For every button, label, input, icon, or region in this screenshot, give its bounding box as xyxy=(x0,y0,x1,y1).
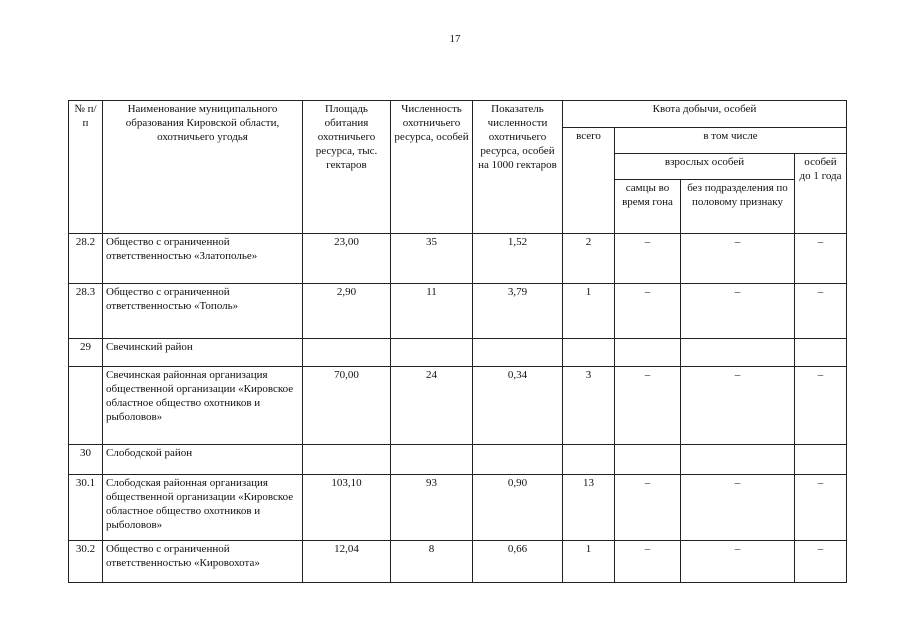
cell-density: 0,66 xyxy=(473,541,563,583)
header-count: Численность охотничьего ресурса, особей xyxy=(391,101,473,234)
cell-density: 0,34 xyxy=(473,367,563,445)
page-number: 17 xyxy=(449,33,461,45)
cell-num: 29 xyxy=(69,339,103,367)
table-row xyxy=(69,284,847,339)
cell-name: Свечинская районная организация общественной организации «Кировское областное общество охотников и рыболовов» xyxy=(103,367,303,445)
cell-name: Общество с ограниченной ответственностью «Златополье» xyxy=(103,234,303,284)
cell-nosex: – xyxy=(681,541,795,583)
cell-males: – xyxy=(615,284,681,339)
cell-area: 12,04 xyxy=(303,541,391,583)
cell-young: – xyxy=(795,234,847,284)
cell-males: – xyxy=(615,475,681,541)
cell-name: Слободская районная организация общественной организации «Кировское областное общество охотников и рыболовов» xyxy=(103,475,303,541)
cell-count xyxy=(391,445,473,475)
cell-nosex xyxy=(681,445,795,475)
header-total: всего xyxy=(563,128,615,234)
header-quota: Квота добычи, особей xyxy=(563,101,847,128)
cell-name: Общество с ограниченной ответственностью «Кировохота» xyxy=(103,541,303,583)
cell-count: 35 xyxy=(391,234,473,284)
cell-nosex: – xyxy=(681,284,795,339)
cell-count: 11 xyxy=(391,284,473,339)
cell-males xyxy=(615,445,681,475)
cell-young xyxy=(795,445,847,475)
cell-area: 70,00 xyxy=(303,367,391,445)
cell-males xyxy=(615,339,681,367)
cell-young: – xyxy=(795,475,847,541)
cell-total xyxy=(563,339,615,367)
cell-name: Общество с ограниченной ответственностью «Тополь» xyxy=(103,284,303,339)
cell-area: 2,90 xyxy=(303,284,391,339)
cell-num: 28.2 xyxy=(69,234,103,284)
cell-density: 0,90 xyxy=(473,475,563,541)
cell-area: 103,10 xyxy=(303,475,391,541)
table-row xyxy=(69,475,847,541)
cell-total: 1 xyxy=(563,284,615,339)
table-row xyxy=(69,367,847,445)
cell-count: 93 xyxy=(391,475,473,541)
cell-num xyxy=(69,367,103,445)
cell-density: 1,52 xyxy=(473,234,563,284)
table-row xyxy=(69,339,847,367)
cell-males: – xyxy=(615,541,681,583)
cell-num: 30.2 xyxy=(69,541,103,583)
cell-young: – xyxy=(795,284,847,339)
cell-area xyxy=(303,339,391,367)
cell-density: 3,79 xyxy=(473,284,563,339)
header-including: в том числе xyxy=(615,128,847,154)
cell-nosex: – xyxy=(681,475,795,541)
cell-num: 30.1 xyxy=(69,475,103,541)
cell-males: – xyxy=(615,367,681,445)
cell-nosex xyxy=(681,339,795,367)
cell-num: 30 xyxy=(69,445,103,475)
table-row xyxy=(69,234,847,284)
cell-total xyxy=(563,445,615,475)
cell-young: – xyxy=(795,367,847,445)
table-row xyxy=(69,541,847,583)
cell-young: – xyxy=(795,541,847,583)
header-under-one: особей до 1 года xyxy=(795,154,847,234)
header-name: Наименование муниципального образования Кировской области, охотничьего угодья xyxy=(103,101,303,234)
quota-table xyxy=(68,100,847,583)
cell-young xyxy=(795,339,847,367)
table-row xyxy=(69,445,847,475)
cell-total: 1 xyxy=(563,541,615,583)
cell-nosex: – xyxy=(681,234,795,284)
cell-name: Свечинский район xyxy=(103,339,303,367)
cell-density xyxy=(473,339,563,367)
header-no-sex-division: без подразделения по половому признаку xyxy=(681,180,795,234)
header-row-1 xyxy=(69,101,847,128)
cell-total: 2 xyxy=(563,234,615,284)
header-area: Площадь обитания охотничьего ресурса, тыс. гектаров xyxy=(303,101,391,234)
header-num: № п/п xyxy=(69,101,103,234)
cell-males: – xyxy=(615,234,681,284)
cell-total: 13 xyxy=(563,475,615,541)
cell-nosex: – xyxy=(681,367,795,445)
cell-count xyxy=(391,339,473,367)
cell-density xyxy=(473,445,563,475)
cell-name: Слободской район xyxy=(103,445,303,475)
cell-area xyxy=(303,445,391,475)
cell-area: 23,00 xyxy=(303,234,391,284)
cell-num: 28.3 xyxy=(69,284,103,339)
header-density: Показатель численности охотничьего ресурса, особей на 1000 гектаров xyxy=(473,101,563,234)
cell-count: 8 xyxy=(391,541,473,583)
cell-total: 3 xyxy=(563,367,615,445)
header-males-rut: самцы во время гона xyxy=(615,180,681,234)
cell-count: 24 xyxy=(391,367,473,445)
header-adults: взрослых особей xyxy=(615,154,795,180)
